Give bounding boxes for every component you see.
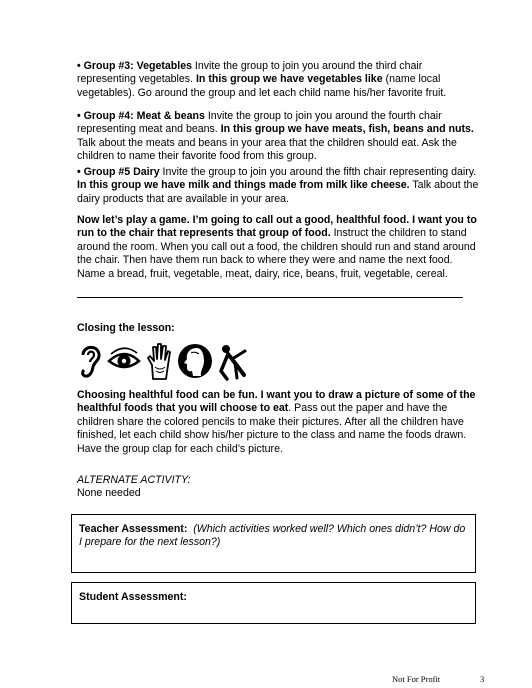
group-4-bold-text: In this group we have meats, fish, beans and nuts. (220, 123, 474, 136)
alternate-activity-value: None needed (77, 487, 141, 499)
group-5-heading: • Group #5 Dairy (77, 166, 160, 178)
group-4-text: Invite the group to join you around the fourth chair representing meat and beans. (77, 110, 442, 136)
footer-text: Not For Profit (392, 674, 441, 684)
game-paragraph (77, 214, 482, 281)
page-number: 3 (480, 674, 485, 684)
group-4-heading: • Group #4: Meat & beans (77, 110, 205, 122)
eye-icon (107, 341, 141, 381)
group-3-paragraph (77, 60, 482, 100)
stretching-person-icon (217, 341, 249, 381)
group-5-paragraph (77, 166, 482, 206)
alternate-activity-title: ALTERNATE ACTIVITY: (77, 474, 191, 486)
group-3-heading: • Group #3: Vegetables (77, 60, 192, 72)
closing-bold-text: Choosing healthful food can be fun. I want you to draw a picture of some of the healthful foods that you will choose to eat (77, 389, 476, 415)
teacher-assessment-label: Teacher Assessment: (79, 523, 188, 535)
game-text: Instruct the children to stand around the room. When you call out a food, the children should run and stand around the chair. Then have them run back to where they were and name the next food. Name a bread, fruit, vegetable, meat, dairy, rice, beans, fruit, vegetable, cereal. (77, 227, 476, 280)
group-5-bold-text: In this group we have milk and things made from milk like cheese. (77, 179, 410, 192)
student-assessment-label: Student Assessment: (79, 591, 187, 603)
group-4-paragraph (77, 110, 482, 164)
student-assessment-box[interactable] (71, 582, 476, 624)
group-4-text-end: Talk about the meats and beans in your area that the children should eat. Ask the children to name their favorite food from this group. (77, 136, 457, 163)
teacher-assessment-box[interactable] (71, 514, 476, 573)
student-assessment-text (79, 591, 469, 604)
group-5-text-end: Talk about the dairy products that are available in your area. (77, 179, 479, 205)
closing-paragraph (77, 389, 482, 456)
group-3-text-end: (name local vegetables). Go around the group and let each child name his/her favorite fruit. (77, 73, 447, 99)
group-5-text: Invite the group to join you around the fifth chair representing dairy. (159, 166, 477, 178)
horizontal-divider (77, 297, 463, 298)
ear-icon (77, 341, 103, 381)
closing-heading: Closing the lesson: (77, 322, 175, 334)
hand-icon (145, 341, 173, 381)
group-3-bold-text: In this group we have vegetables like (195, 73, 383, 86)
game-bold-text: Now let’s play a game. I’m going to call out a good, healthful food. I want you to run to the chair that represents that group of food. (77, 214, 477, 240)
teacher-assessment-prompt: (Which activities worked well? Which ones didn’t? How do I prepare for the next lesson?) (79, 523, 466, 549)
group-3-text: Invite the group to join you around the third chair representing vegetables. (77, 60, 423, 86)
head-profile-icon (177, 341, 213, 381)
senses-icon-row (77, 340, 249, 382)
teacher-assessment-text (79, 523, 469, 550)
closing-text: . Pass out the paper and have the children share the colored pencils to make their pictures. After all the children have finished, let each child show his/her picture to the class and name the foods drawn. Have the group clap for each child’s picture. (77, 402, 467, 455)
